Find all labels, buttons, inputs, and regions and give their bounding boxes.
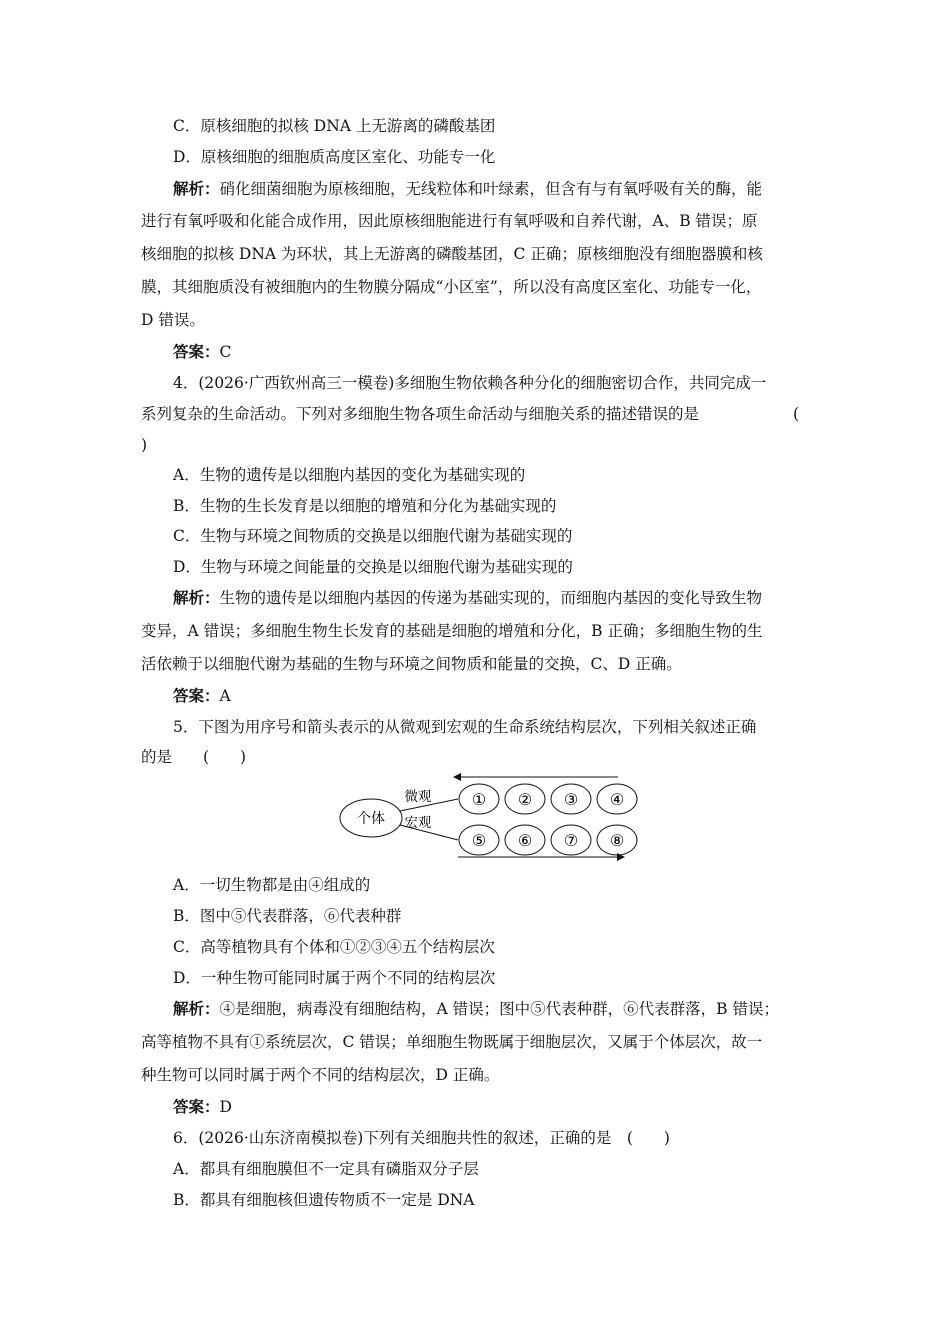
q4-analysis-line2: 变异，A 错误；多细胞生物生长发育的基础是细胞的增殖和分化，B 正确；多细胞生物的生 (141, 622, 763, 640)
answer-label: 答案： (173, 686, 220, 705)
answer-value: C (219, 343, 232, 361)
q3-option-d: D．原核细胞的细胞质高度区室化、功能专一化 (173, 148, 496, 166)
q4-answer (173, 685, 231, 707)
q5-analysis-line1 (173, 998, 779, 1020)
q3-analysis-line4: 膜，其细胞质没有被细胞内的生物膜分隔成“小区室”，所以没有高度区室化、功能专一化， (141, 278, 762, 296)
answer-label: 答案： (173, 1097, 220, 1116)
q6-option-b: B．都具有细胞核但遗传物质不一定是 DNA (173, 1191, 475, 1209)
bottom-row (459, 825, 637, 855)
answer-label: 答案： (173, 342, 220, 361)
life-system-levels-diagram (336, 770, 640, 862)
q5-stem-line2: 的是 ( ) (141, 748, 247, 766)
level-2: ② (517, 790, 533, 809)
level-4: ④ (609, 790, 625, 809)
analysis-text: 硝化细菌细胞为原核细胞，无线粒体和叶绿素，但含有与有氧呼吸有关的酶，能 (219, 180, 763, 198)
level-1: ① (471, 790, 487, 809)
macro-label: 宏观 (404, 815, 432, 831)
q5-option-d: D．一种生物可能同时属于两个不同的结构层次 (173, 969, 496, 987)
level-3: ③ (563, 790, 579, 809)
q4-paren-open: ( (792, 405, 799, 423)
q3-analysis-line2: 进行有氧呼吸和化能合成作用，因此原核细胞能进行有氧呼吸和自养代谢，A、B 错误；原 (141, 212, 758, 230)
top-row (459, 784, 637, 814)
q4-stem-line3: ) (141, 436, 148, 454)
individual-label: 个体 (357, 811, 385, 827)
analysis-label: 解析： (173, 999, 220, 1018)
q3-answer (173, 341, 231, 363)
q5-option-c: C．高等植物具有个体和①②③④五个结构层次 (173, 938, 495, 956)
q3-option-c: C．原核细胞的拟核 DNA 上无游离的磷酸基团 (173, 117, 496, 135)
q4-stem-line1: 4．(2026·广西钦州高三一模卷)多细胞生物依赖各种分化的细胞密切合作，共同完成一 (173, 374, 767, 392)
q4-option-b: B．生物的生长发育是以细胞的增殖和分化为基础实现的 (173, 497, 557, 515)
answer-value: D (219, 1098, 232, 1116)
q5-analysis-line3: 种生物可以同时属于两个不同的结构层次，D 正确。 (141, 1066, 500, 1084)
q5-analysis-line2: 高等植物不具有①系统层次，C 错误；单细胞生物既属于细胞层次，又属于个体层次，故一 (141, 1033, 763, 1051)
q4-analysis-line3: 活依赖于以细胞代谢为基础的生物与环境之间物质和能量的交换，C、D 正确。 (141, 655, 682, 673)
q5-option-a: A．一切生物都是由④组成的 (173, 876, 371, 894)
level-6: ⑥ (517, 831, 533, 850)
q4-option-c: C．生物与环境之间物质的交换是以细胞代谢为基础实现的 (173, 527, 573, 545)
q6-stem-line1: 6．(2026·山东济南模拟卷)下列有关细胞共性的叙述，正确的是 ( ) (173, 1129, 670, 1147)
analysis-label: 解析： (173, 179, 220, 198)
answer-value: A (219, 687, 231, 705)
q3-analysis-line1 (173, 178, 811, 200)
q5-stem-line1: 5．下图为用序号和箭头表示的从微观到宏观的生命系统结构层次，下列相关叙述正确 (173, 718, 757, 736)
analysis-text: 生物的遗传是以细胞内基因的传递为基础实现的，而细胞内基因的变化导致生物 (219, 589, 763, 607)
level-5: ⑤ (471, 831, 487, 850)
q3-analysis-line5: D 错误。 (141, 311, 205, 329)
level-7: ⑦ (563, 831, 579, 850)
analysis-text: ④是细胞，病毒没有细胞结构，A 错误；图中⑤代表种群，⑥代表群落，B 错误； (219, 1000, 779, 1018)
q5-answer (173, 1096, 232, 1118)
level-8: ⑧ (609, 831, 625, 850)
analysis-label: 解析： (173, 588, 220, 607)
micro-label: 微观 (404, 789, 432, 805)
q4-stem-line2 (141, 403, 811, 425)
q4-option-d: D．生物与环境之间能量的交换是以细胞代谢为基础实现的 (173, 558, 573, 576)
q4-stem-text: 系列复杂的生命活动。下列对多细胞生物各项生命活动与细胞关系的描述错误的是 (141, 405, 700, 423)
q6-option-a: A．都具有细胞膜但不一定具有磷脂双分子层 (173, 1160, 479, 1178)
q3-analysis-line3: 核细胞的拟核 DNA 为环状，其上无游离的磷酸基团，C 正确；原核细胞没有细胞器膜和核 (141, 245, 763, 263)
q4-option-a: A．生物的遗传是以细胞内基因的变化为基础实现的 (173, 466, 526, 484)
q4-analysis-line1 (173, 587, 762, 609)
q5-option-b: B．图中⑤代表群落，⑥代表种群 (173, 907, 402, 925)
